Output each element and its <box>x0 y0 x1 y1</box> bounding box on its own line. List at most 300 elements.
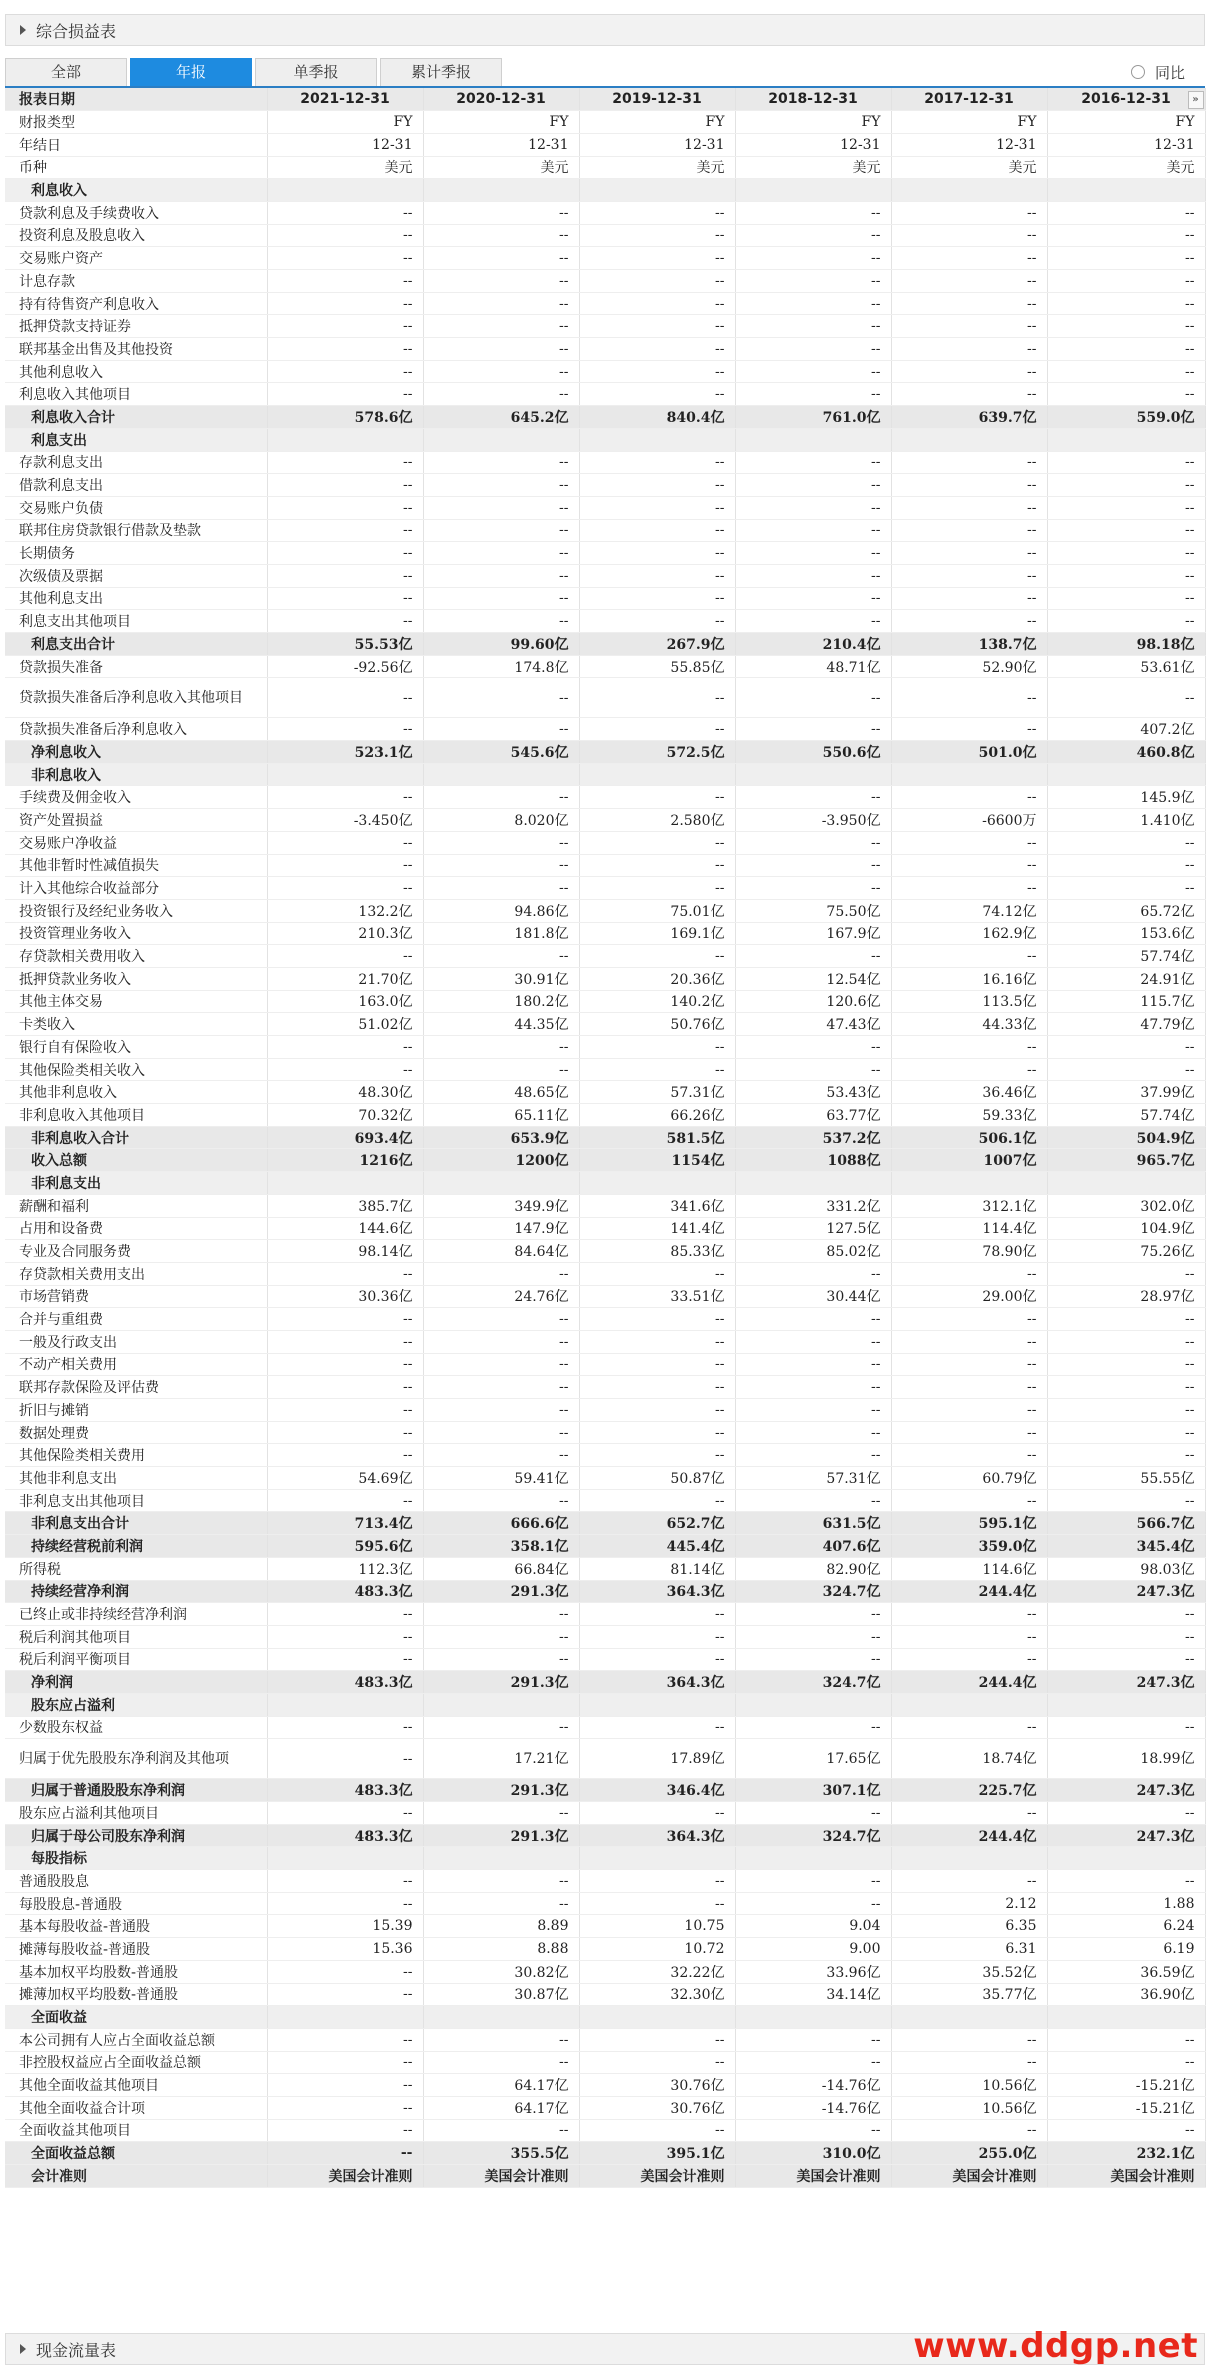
cell-value: 840.4亿 <box>579 406 735 429</box>
section-title: 现金流量表 <box>36 2340 117 2360</box>
section-row <box>5 1693 1205 1716</box>
cell-value: -- <box>735 1603 891 1626</box>
cell-value: 51.02亿 <box>267 1013 423 1036</box>
cell-value: 267.9亿 <box>579 633 735 656</box>
cell-value: 63.77亿 <box>735 1104 891 1127</box>
cell-value: -- <box>735 1399 891 1422</box>
row-label: 贷款损失准备后净利息收入 <box>5 718 267 741</box>
cell-value: 59.33亿 <box>891 1104 1047 1127</box>
cell-value: 578.6亿 <box>267 406 423 429</box>
cell-value: 138.7亿 <box>891 633 1047 656</box>
section-row <box>5 428 1205 451</box>
income-statement-header[interactable] <box>5 14 1205 46</box>
cell-value: 483.3亿 <box>267 1580 423 1603</box>
cell-value: -- <box>1047 1421 1205 1444</box>
cell-value: -- <box>579 360 735 383</box>
cell-value: -- <box>267 1058 423 1081</box>
cell-value: -- <box>423 2051 579 2074</box>
cell-value: 407.6亿 <box>735 1535 891 1558</box>
section-row <box>5 1172 1205 1195</box>
cell-value <box>423 1693 579 1716</box>
section-title: 综合损益表 <box>36 21 117 41</box>
cell-value: -- <box>267 2142 423 2165</box>
cell-value: -- <box>267 338 423 361</box>
cell-value: -- <box>423 1036 579 1059</box>
cell-value: 34.14亿 <box>735 1983 891 2006</box>
cell-value: -- <box>267 270 423 293</box>
cell-value: 81.14亿 <box>579 1557 735 1580</box>
cell-value <box>735 1693 891 1716</box>
cell-value: -- <box>579 270 735 293</box>
yoy-toggle[interactable] <box>1131 58 1185 86</box>
cell-value: 57.74亿 <box>1047 945 1205 968</box>
cell-value: 180.2亿 <box>423 990 579 1013</box>
cell-value: -- <box>267 519 423 542</box>
cell-value: 364.3亿 <box>579 1671 735 1694</box>
cell-value: -- <box>267 1892 423 1915</box>
cell-value: -- <box>579 292 735 315</box>
cell-value: 341.6亿 <box>579 1194 735 1217</box>
row-label: 持有待售资产利息收入 <box>5 292 267 315</box>
cell-value: -- <box>1047 247 1205 270</box>
row-label: 资产处置损益 <box>5 809 267 832</box>
cell-value: 247.3亿 <box>1047 1779 1205 1802</box>
cell-value: -- <box>267 1376 423 1399</box>
cell-value: 9.00 <box>735 1938 891 1961</box>
tab-annual[interactable]: 年报 <box>130 58 252 86</box>
cell-value: FY <box>579 111 735 134</box>
cell-value: 美国会计准则 <box>579 2165 735 2188</box>
cell-value: 60.79亿 <box>891 1467 1047 1490</box>
total-row <box>5 741 1205 764</box>
row-label: 借款利息支出 <box>5 474 267 497</box>
total-row <box>5 2142 1205 2165</box>
cell-value: -- <box>579 451 735 474</box>
cell-value: -- <box>1047 360 1205 383</box>
cell-value: -- <box>891 945 1047 968</box>
cell-value: -- <box>891 1648 1047 1671</box>
cell-value: 364.3亿 <box>579 1580 735 1603</box>
total-row <box>5 1126 1205 1149</box>
cell-value: -3.950亿 <box>735 809 891 832</box>
cell-value: -- <box>579 383 735 406</box>
table-row <box>5 831 1205 854</box>
cell-value: 8.89 <box>423 1915 579 1938</box>
cell-value: 94.86亿 <box>423 899 579 922</box>
cell-value: -- <box>735 1802 891 1825</box>
cell-value: 美国会计准则 <box>423 2165 579 2188</box>
row-label: 其他保险类相关费用 <box>5 1444 267 1467</box>
cell-value: 504.9亿 <box>1047 1126 1205 1149</box>
cell-value: -- <box>891 270 1047 293</box>
cell-value <box>579 1693 735 1716</box>
cell-value: 6.35 <box>891 1915 1047 1938</box>
row-label: 占用和设备费 <box>5 1217 267 1240</box>
cell-value: 331.2亿 <box>735 1194 891 1217</box>
row-label: 联邦基金出售及其他投资 <box>5 338 267 361</box>
cell-value <box>891 2006 1047 2029</box>
cell-value: 10.75 <box>579 1915 735 1938</box>
cell-value: -- <box>735 1648 891 1671</box>
cell-value <box>1047 2006 1205 2029</box>
cell-value: -- <box>1047 315 1205 338</box>
cell-value: -- <box>891 564 1047 587</box>
row-label: 银行自有保险收入 <box>5 1036 267 1059</box>
cell-value: -- <box>423 224 579 247</box>
table-row <box>5 383 1205 406</box>
cell-value: -- <box>735 1625 891 1648</box>
cell-value <box>267 1172 423 1195</box>
cell-value: 10.56亿 <box>891 2096 1047 2119</box>
total-row <box>5 633 1205 656</box>
cell-value: -- <box>1047 1399 1205 1422</box>
cell-value <box>267 1847 423 1870</box>
cell-value: -- <box>735 1330 891 1353</box>
date-header: 2020-12-31 <box>423 88 579 111</box>
cell-value: -- <box>267 1603 423 1626</box>
cell-value <box>735 2006 891 2029</box>
table-row <box>5 1058 1205 1081</box>
cell-value: -- <box>423 2119 579 2142</box>
cell-value: 47.43亿 <box>735 1013 891 1036</box>
table-row <box>5 224 1205 247</box>
date-header: 2019-12-31 <box>579 88 735 111</box>
row-label: 投资管理业务收入 <box>5 922 267 945</box>
tab-all[interactable]: 全部 <box>5 58 127 86</box>
date-header-last <box>1047 88 1205 111</box>
cell-value: -- <box>267 1739 423 1779</box>
cell-value: -- <box>735 718 891 741</box>
yoy-radio[interactable] <box>1131 65 1145 79</box>
table-row <box>5 1194 1205 1217</box>
next-columns-button[interactable]: » <box>1188 91 1204 109</box>
cell-value: 407.2亿 <box>1047 718 1205 741</box>
cell-value: -- <box>735 877 891 900</box>
cell-value: -- <box>1047 2119 1205 2142</box>
table-row <box>5 1308 1205 1331</box>
cell-value <box>891 763 1047 786</box>
cell-value <box>267 763 423 786</box>
expand-arrow-icon[interactable] <box>20 2344 26 2354</box>
cell-value: -- <box>423 496 579 519</box>
cell-value: 395.1亿 <box>579 2142 735 2165</box>
table-row <box>5 990 1205 1013</box>
cell-value: 355.5亿 <box>423 2142 579 2165</box>
cell-value: -- <box>891 519 1047 542</box>
cell-value: -- <box>423 854 579 877</box>
cell-value: 57.74亿 <box>1047 1104 1205 1127</box>
cell-value: 美元 <box>1047 156 1205 179</box>
cell-value <box>1047 428 1205 451</box>
cell-value: -- <box>1047 1802 1205 1825</box>
cell-value: 1216亿 <box>267 1149 423 1172</box>
cell-value: 1.410亿 <box>1047 809 1205 832</box>
cell-value: -- <box>579 2119 735 2142</box>
cell-value: -- <box>579 1262 735 1285</box>
tab-cumulative-quarter[interactable]: 累计季报 <box>380 58 502 86</box>
cell-value <box>891 179 1047 202</box>
cell-value: -- <box>423 831 579 854</box>
cell-value: -- <box>267 1262 423 1285</box>
cell-value: 501.0亿 <box>891 741 1047 764</box>
cell-value: -- <box>423 360 579 383</box>
cell-value: -- <box>267 383 423 406</box>
cell-value: 114.6亿 <box>891 1557 1047 1580</box>
cell-value: -- <box>1047 564 1205 587</box>
cell-value: -- <box>735 542 891 565</box>
cell-value: 6.31 <box>891 1938 1047 1961</box>
cell-value: -- <box>267 1444 423 1467</box>
cell-value: -- <box>735 1489 891 1512</box>
cell-value: 713.4亿 <box>267 1512 423 1535</box>
section-row <box>5 179 1205 202</box>
cell-value: -- <box>579 338 735 361</box>
cell-value: 247.3亿 <box>1047 1824 1205 1847</box>
row-label: 收入总额 <box>5 1149 267 1172</box>
row-label: 交易账户净收益 <box>5 831 267 854</box>
cell-value: 210.3亿 <box>267 922 423 945</box>
cell-value: 291.3亿 <box>423 1779 579 1802</box>
cell-value: -- <box>891 496 1047 519</box>
cell-value: -- <box>891 1625 1047 1648</box>
cell-value: -- <box>735 1262 891 1285</box>
cell-value: -- <box>735 224 891 247</box>
tab-single-quarter[interactable]: 单季报 <box>255 58 377 86</box>
cell-value: -- <box>267 1308 423 1331</box>
table-row <box>5 1353 1205 1376</box>
cell-value: 98.14亿 <box>267 1240 423 1263</box>
cell-value: -- <box>423 1444 579 1467</box>
row-label: 归属于母公司股东净利润 <box>5 1824 267 1847</box>
cell-value: 559.0亿 <box>1047 406 1205 429</box>
cell-value: 8.88 <box>423 1938 579 1961</box>
table-row <box>5 360 1205 383</box>
table-row <box>5 1892 1205 1915</box>
cell-value: -- <box>267 247 423 270</box>
cell-value: 113.5亿 <box>891 990 1047 1013</box>
total-row <box>5 1149 1205 1172</box>
cell-value: -- <box>579 201 735 224</box>
cell-value: 104.9亿 <box>1047 1217 1205 1240</box>
cell-value: FY <box>891 111 1047 134</box>
cell-value: -- <box>579 496 735 519</box>
cell-value: 1.88 <box>1047 1892 1205 1915</box>
cell-value: -- <box>267 1625 423 1648</box>
row-label: 其他全面收益合计项 <box>5 2096 267 2119</box>
cell-value: -- <box>891 1376 1047 1399</box>
cell-value: -- <box>423 1648 579 1671</box>
cell-value: -- <box>579 610 735 633</box>
cell-value: 75.01亿 <box>579 899 735 922</box>
date-header: 2018-12-31 <box>735 88 891 111</box>
cell-value: 85.02亿 <box>735 1240 891 1263</box>
cell-value: 483.3亿 <box>267 1824 423 1847</box>
cell-value: -- <box>1047 587 1205 610</box>
cell-value: 70.32亿 <box>267 1104 423 1127</box>
cell-value: 85.33亿 <box>579 1240 735 1263</box>
table-row <box>5 1938 1205 1961</box>
cell-value: -- <box>267 1421 423 1444</box>
row-label: 基本加权平均股数-普通股 <box>5 1960 267 1983</box>
cell-value: -- <box>267 201 423 224</box>
table-row <box>5 270 1205 293</box>
cell-value: 64.17亿 <box>423 2096 579 2119</box>
cell-value: 48.65亿 <box>423 1081 579 1104</box>
table-row <box>5 156 1205 179</box>
cell-value: 163.0亿 <box>267 990 423 1013</box>
cell-value: -- <box>267 718 423 741</box>
report-date-header: 报表日期 <box>5 88 267 111</box>
cell-value: 345.4亿 <box>1047 1535 1205 1558</box>
cell-value: -- <box>579 1716 735 1739</box>
cell-value: 28.97亿 <box>1047 1285 1205 1308</box>
cell-value: -- <box>891 474 1047 497</box>
table-row <box>5 519 1205 542</box>
row-label: 合并与重组费 <box>5 1308 267 1331</box>
row-label: 存贷款相关费用支出 <box>5 1262 267 1285</box>
cell-value: -- <box>735 831 891 854</box>
row-label: 税后利润其他项目 <box>5 1625 267 1648</box>
cell-value: -- <box>891 360 1047 383</box>
cell-value: 美国会计准则 <box>1047 2165 1205 2188</box>
cell-value <box>735 1172 891 1195</box>
cell-value: 312.1亿 <box>891 1194 1047 1217</box>
table-row <box>5 877 1205 900</box>
row-label: 一般及行政支出 <box>5 1330 267 1353</box>
yoy-label: 同比 <box>1154 63 1185 82</box>
cell-value: -- <box>735 1058 891 1081</box>
cell-value: -- <box>267 1036 423 1059</box>
row-label: 贷款利息及手续费收入 <box>5 201 267 224</box>
cell-value: 50.87亿 <box>579 1467 735 1490</box>
cell-value: 美国会计准则 <box>891 2165 1047 2188</box>
cell-value: -- <box>891 338 1047 361</box>
row-label: 贷款损失准备 <box>5 655 267 678</box>
cell-value: 359.0亿 <box>891 1535 1047 1558</box>
cell-value: -- <box>579 247 735 270</box>
row-label: 非利息收入 <box>5 763 267 786</box>
row-label: 利息支出合计 <box>5 633 267 656</box>
cell-value: 30.36亿 <box>267 1285 423 1308</box>
row-label: 归属于优先股股东净利润及其他项 <box>5 1739 267 1779</box>
cell-value: 10.56亿 <box>891 2074 1047 2097</box>
cell-value: -- <box>423 338 579 361</box>
row-label: 联邦存款保险及评估费 <box>5 1376 267 1399</box>
cell-value: 693.4亿 <box>267 1126 423 1149</box>
cell-value: 75.50亿 <box>735 899 891 922</box>
row-label: 少数股东权益 <box>5 1716 267 1739</box>
cell-value: -- <box>423 786 579 809</box>
expand-arrow-icon[interactable] <box>20 25 26 35</box>
cell-value: -- <box>1047 474 1205 497</box>
cell-value: 965.7亿 <box>1047 1149 1205 1172</box>
cell-value: 145.9亿 <box>1047 786 1205 809</box>
row-label: 利息支出其他项目 <box>5 610 267 633</box>
row-label: 每股指标 <box>5 1847 267 1870</box>
cell-value: -- <box>1047 1330 1205 1353</box>
cell-value: 506.1亿 <box>891 1126 1047 1149</box>
cell-value: 1007亿 <box>891 1149 1047 1172</box>
cell-value: 12-31 <box>423 133 579 156</box>
cell-value: -- <box>579 2028 735 2051</box>
cell-value <box>579 179 735 202</box>
cell-value: -- <box>1047 201 1205 224</box>
cell-value: -- <box>1047 1353 1205 1376</box>
cell-value: 291.3亿 <box>423 1824 579 1847</box>
cell-value: -- <box>423 718 579 741</box>
cell-value: -- <box>423 1716 579 1739</box>
row-label: 存款利息支出 <box>5 451 267 474</box>
cell-value: -- <box>891 1802 1047 1825</box>
cell-value: -- <box>891 201 1047 224</box>
total-row <box>5 1535 1205 1558</box>
cell-value: 523.1亿 <box>267 741 423 764</box>
cell-value: 17.89亿 <box>579 1739 735 1779</box>
cell-value: 114.4亿 <box>891 1217 1047 1240</box>
cell-value: -- <box>891 2051 1047 2074</box>
cell-value: -- <box>735 201 891 224</box>
cell-value: -- <box>267 1489 423 1512</box>
cell-value: -- <box>891 678 1047 718</box>
cell-value: 1088亿 <box>735 1149 891 1172</box>
cell-value: -- <box>735 338 891 361</box>
cell-value: -- <box>735 587 891 610</box>
cell-value: -- <box>423 1802 579 1825</box>
cell-value: -- <box>579 1330 735 1353</box>
table-row <box>5 133 1205 156</box>
cell-value: 310.0亿 <box>735 2142 891 2165</box>
table-row <box>5 1285 1205 1308</box>
cell-value: 53.43亿 <box>735 1081 891 1104</box>
cell-value: 291.3亿 <box>423 1580 579 1603</box>
cell-value: -- <box>579 1353 735 1376</box>
table-row <box>5 2074 1205 2097</box>
income-statement-table <box>5 88 1206 2188</box>
cell-value: -14.76亿 <box>735 2096 891 2119</box>
cell-value: -- <box>735 564 891 587</box>
cell-value: 761.0亿 <box>735 406 891 429</box>
cell-value: -- <box>1047 1036 1205 1059</box>
section-row <box>5 2006 1205 2029</box>
cell-value: 12-31 <box>579 133 735 156</box>
section-row <box>5 1847 1205 1870</box>
table-row <box>5 1960 1205 1983</box>
cell-value: -6600万 <box>891 809 1047 832</box>
cell-value: -- <box>735 360 891 383</box>
cell-value: -- <box>735 292 891 315</box>
cell-value: 30.91亿 <box>423 967 579 990</box>
cell-value: -- <box>267 1983 423 2006</box>
cell-value: -- <box>579 1444 735 1467</box>
total-row <box>5 2165 1205 2188</box>
cell-value: 36.59亿 <box>1047 1960 1205 1983</box>
cell-value: 30.44亿 <box>735 1285 891 1308</box>
cell-value: -- <box>579 224 735 247</box>
cell-value: -- <box>891 383 1047 406</box>
row-label: 非利息支出合计 <box>5 1512 267 1535</box>
cell-value: -- <box>735 2051 891 2074</box>
row-label: 基本每股收益-普通股 <box>5 1915 267 1938</box>
cell-value: -- <box>579 1625 735 1648</box>
cell-value: -- <box>891 292 1047 315</box>
cell-value: -- <box>267 1802 423 1825</box>
cell-value: -- <box>735 383 891 406</box>
cell-value: 65.11亿 <box>423 1104 579 1127</box>
table-row <box>5 111 1205 134</box>
cell-value: -- <box>267 831 423 854</box>
cell-value: 483.3亿 <box>267 1779 423 1802</box>
cell-value: 545.6亿 <box>423 741 579 764</box>
